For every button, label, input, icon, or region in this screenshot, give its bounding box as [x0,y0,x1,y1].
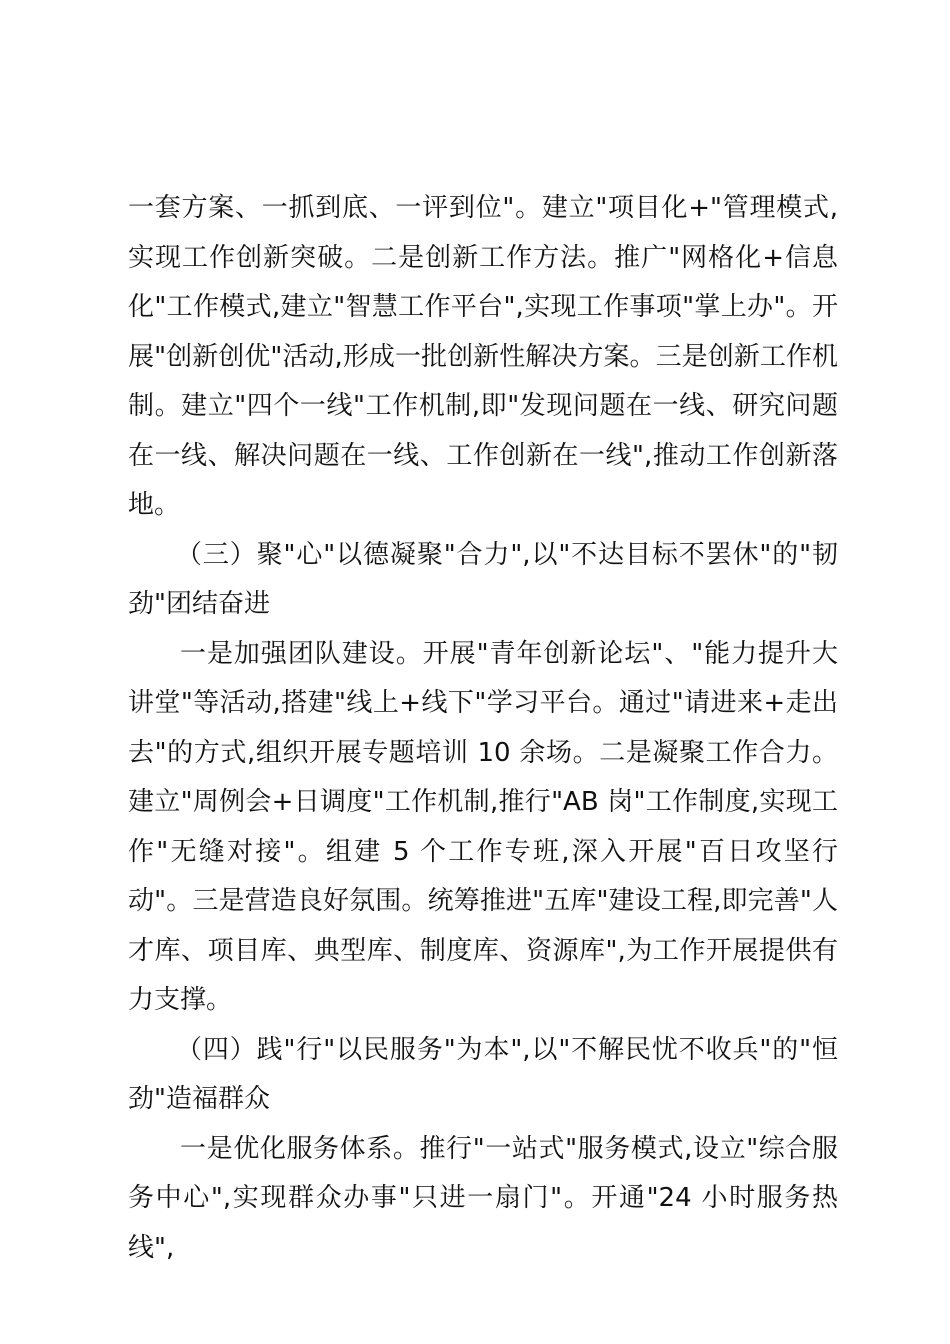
section-heading-three: （三）聚"心"以德凝聚"合力",以"不达目标不罢休"的"韧劲"团结奋进 [128,539,838,619]
section-heading-four: （四）践"行"以民服务"为本",以"不解民忧不收兵"的"恒劲"造福群众 [128,1034,838,1114]
body-paragraph-team: 一是加强团队建设。开展"青年创新论坛"、"能力提升大讲堂"等活动,搭建"线上+线下"学习平台。通过"请进来+走出去"的方式,组织开展专题培训 10 余场。二是凝聚工作合力。建立"周例会+日调度"工作机制,推行"AB 岗"工作制度,实现工作"无缝对接"。组建 5 个工作专班,深入开展"百日攻坚行动"。三是营造良好氛围。统筹推进"五库"建设工程,即完善"人才库、项目库、典型库、制度库、资源库",为工作开展提供有力支撑。 [128,638,838,1015]
body-paragraph-service: 一是优化服务体系。推行"一站式"服务模式,设立"综合服务中心",实现群众办事"只进一扇门"。开通"24 小时服务热线", [128,1133,838,1263]
body-paragraph-continuation: 一套方案、一抓到底、一评到位"。建立"项目化+"管理模式,实现工作创新突破。二是创新工作方法。推广"网格化+信息化"工作模式,建立"智慧工作平台",实现工作事项"掌上办"。开展"创新创优"活动,形成一批创新性解决方案。三是创新工作机制。建立"四个一线"工作机制,即"发现问题在一线、研究问题在一线、解决问题在一线、工作创新在一线",推动工作创新落地。 [128,193,838,520]
document-page [128,184,838,1273]
